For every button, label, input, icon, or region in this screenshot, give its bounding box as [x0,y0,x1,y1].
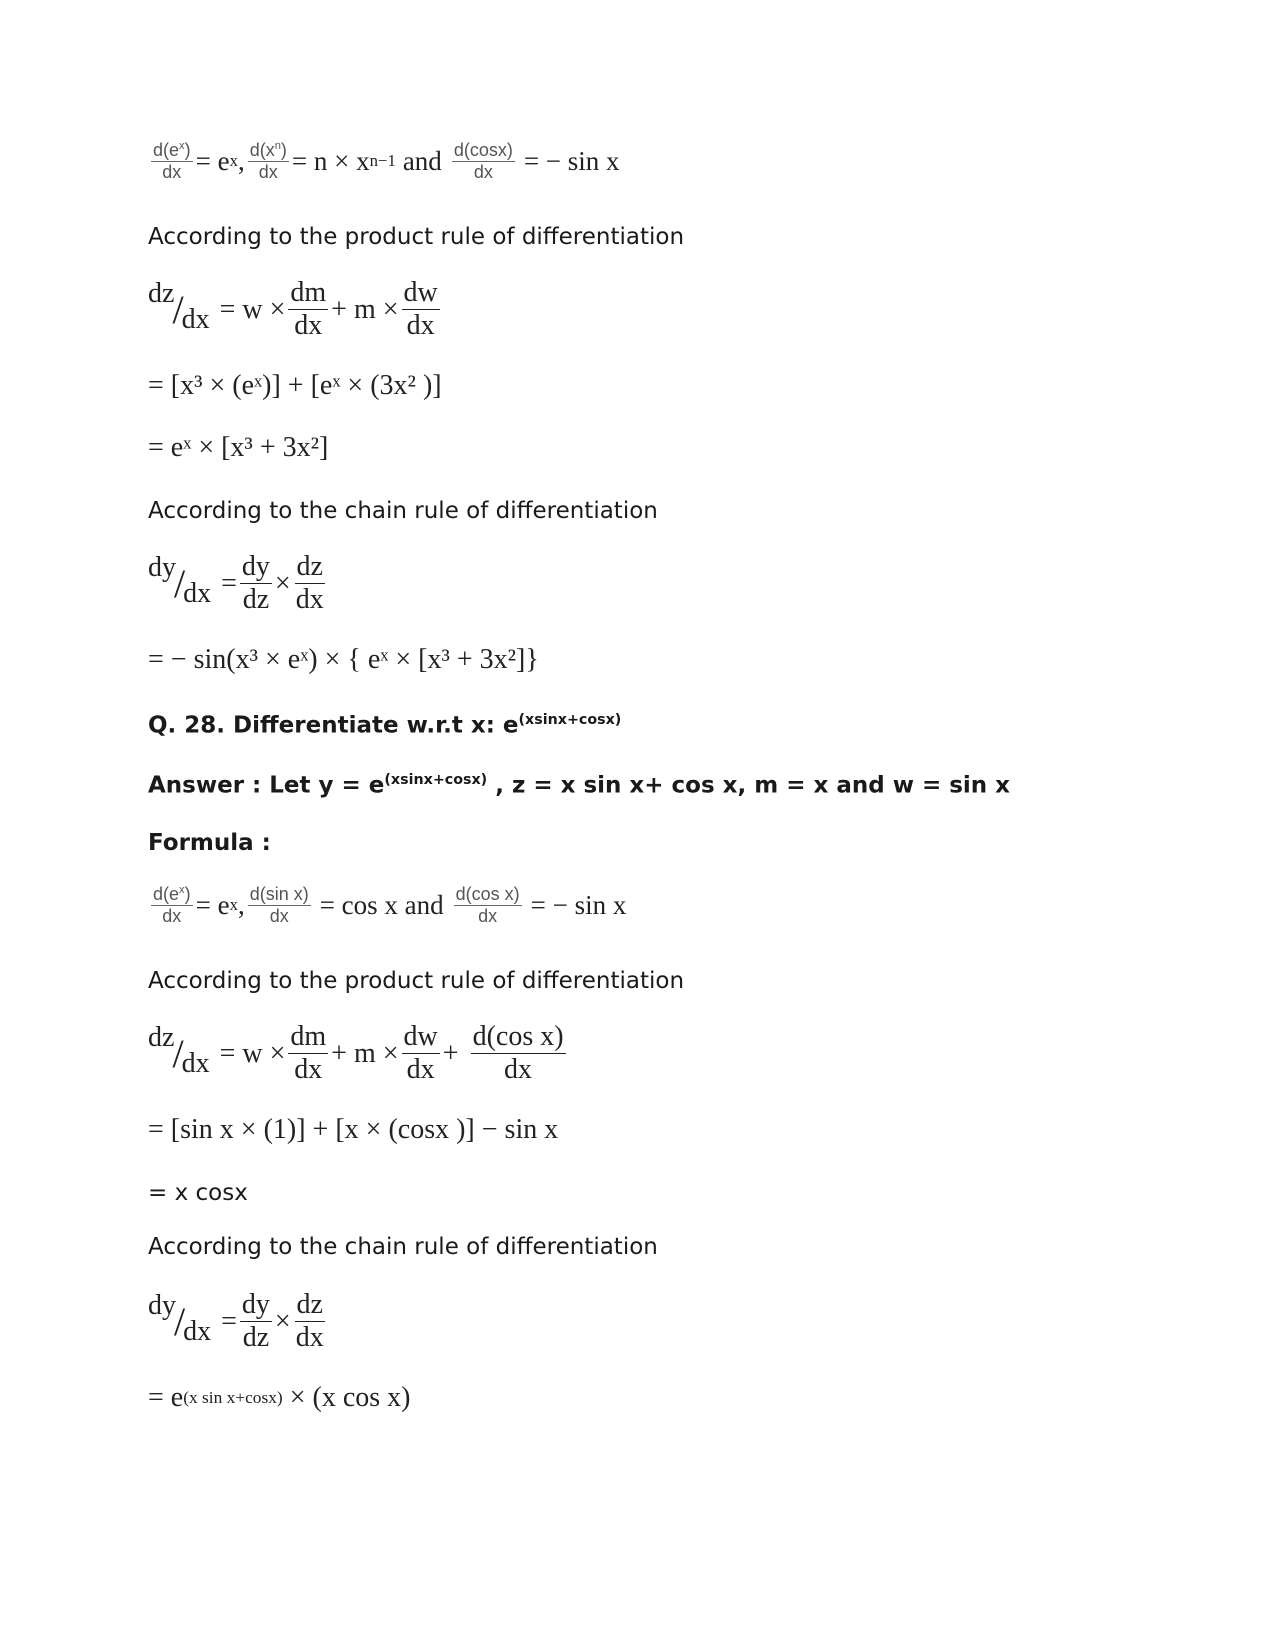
question-heading: Q. 28. Differentiate w.r.t x: $e^{(xsinx+cosx)}$ [148,712,622,739]
fraction: $\frac{dw}{dx}$ [403,1021,438,1086]
formula-derivatives-2: $\frac{d(e^x)}{dx}$ = e x , $\frac{\text{d(sin x)}}{dx}$ = cos x and $\frac{\text{d(cos x)}}{dx}$ = − sin x [153,883,627,927]
equation-line: = [x³ × (eˣ)] + [eˣ × (3x² )] [148,370,442,401]
fraction: $\frac{dz}{dx}$ [295,1289,324,1354]
chain-rule-text: According to the chain rule of differentiation [148,1234,658,1260]
fraction: $\frac{dm}{dx}$ [290,277,327,342]
equation-line: = eˣ × [x³ + 3x²] [148,432,329,463]
formula-derivatives-1: $\frac{d(e^x)}{dx}$ = e x , $\frac{d(x^n)}{dx}$ = n × x n−1 and $\frac{d(\cos x)}{dx}$ = − sin x [153,139,620,183]
chain-rule-text: According to the chain rule of differentiation [148,498,658,524]
final-equation: = e (x sin x+cosx) × (x cos x) [148,1382,411,1413]
fraction: $\frac{dy}{dz}$ [241,551,270,616]
equation-dy-dx-2: dy / dx = $\frac{dy}{dz}$ × $\frac{dz}{dx}$ [148,1289,324,1354]
fraction: $\frac{d(x^n)}{dx}$ [249,140,287,183]
fraction: $\frac{dy}{dz}$ [241,1289,270,1354]
fraction: $\frac{\text{d(cos x)}}{dx}$ [455,883,520,926]
fraction: $\frac{d(\cos x)}{dx}$ [453,139,513,182]
slash-fraction: dz / dx [148,277,210,335]
equation-dz-dx-2: dz / dx = w × $\frac{dm}{dx}$ + m × $\frac{dw}{dx}$ + $\frac{\text{d(cos x)}}{dx}$ [148,1021,564,1086]
product-rule-text: According to the product rule of differentiation [148,968,685,994]
fraction: $\frac{dm}{dx}$ [290,1021,327,1086]
equation-dz-dx-1: dz / dx = w × $\frac{dm}{dx}$ + m × $\frac{dw}{dx}$ [148,277,438,342]
fraction: $\frac{\text{d(sin x)}}{dx}$ [249,883,309,926]
slash-fraction: dz / dx [148,1021,210,1079]
fraction: $\frac{dw}{dx}$ [403,277,438,342]
slash-fraction: dy / dx [148,551,212,609]
fraction: $\frac{d(e^x)}{dx}$ [153,140,191,183]
fraction: $\frac{d(e^x)}{dx}$ [153,884,191,927]
fraction: $\frac{\text{d(cos x)}}{dx}$ [472,1021,564,1086]
answer-line: Answer : Let $y = e^{(xsinx+cosx)}$ , z = x sin x+ cos x, m = x and w = sin x [148,772,1011,799]
fraction: $\frac{dz}{dx}$ [295,551,324,616]
equation-line: = − sin(x³ × eˣ) × { eˣ × [x³ + 3x²]} [148,644,539,675]
equation-dy-dx-1: dy / dx = $\frac{dy}{dz}$ × $\frac{dz}{dx}$ [148,551,324,616]
product-rule-text: According to the product rule of differentiation [148,224,685,250]
equation-line: = [sin x × (1)] + [x × (cosx )] − sin x [148,1114,559,1145]
slash-fraction: dy / dx [148,1289,212,1347]
result-text: = x cosx [148,1180,248,1206]
formula-label: Formula : [148,830,271,856]
